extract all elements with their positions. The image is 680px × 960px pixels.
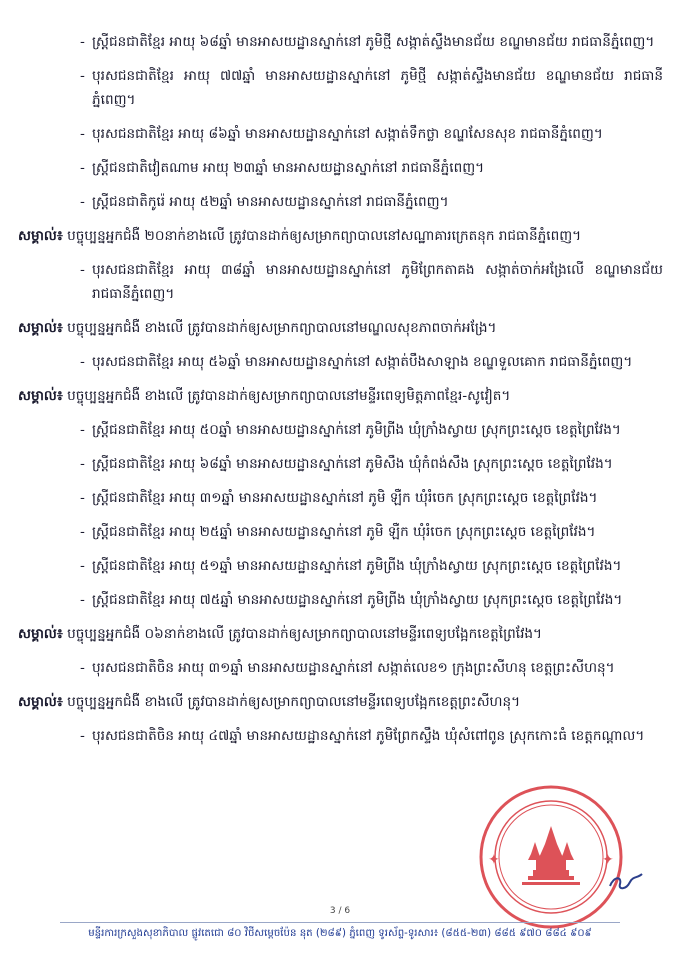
case-text: ស្ត្រីជនជាតិខ្មែរ អាយុ ៥០ឆ្នាំ មានអាសយដ្ឋានស្នាក់នៅ ភូមិព្រីង ឃុំក្រាំងស្វាយ ស្រុកព្រះស្ដេច ខេត្តព្រៃវែង។ xyxy=(92,422,621,438)
remark-label: សម្គាល់៖ xyxy=(18,228,63,244)
svg-text:✦: ✦ xyxy=(602,852,614,868)
case-text: ស្ត្រីជនជាតិខ្មែរ អាយុ ៣១ឆ្នាំ មានអាសយដ្ឋានស្នាក់នៅ ភូមិ ឡឺក ឃុំរំចេក ស្រុកព្រះស្ដេច ខេត្តព្រៃវែង។ xyxy=(92,490,598,506)
bullet-dash: - xyxy=(80,422,85,438)
case-text: ស្ត្រីជនជាតិកូរ៉េ អាយុ ៥២ឆ្នាំ មានអាសយដ្ឋានស្នាក់នៅ រាជធានីភ្នំពេញ។ xyxy=(92,194,449,210)
bullet-dash: - xyxy=(80,524,85,540)
remark-text: បច្ចុប្បន្នអ្នកជំងឺ ខាងលើ ត្រូវបានដាក់ឲ្យសម្រាកព្យាបាលនៅមន្ទីរពេទ្យមិត្តភាពខ្មែរ-សូវៀត។ xyxy=(62,388,511,404)
remark-text: បច្ចុប្បន្នអ្នកជំងឺ ២០នាក់ខាងលើ ត្រូវបានដាក់ឲ្យសម្រាកព្យាបាលនៅសណ្ឋាគារក្រេតនុក រាជធានីភ្នំពេញ។ xyxy=(62,228,582,244)
remark-label: សម្គាល់៖ xyxy=(18,320,63,336)
case-text: ស្ត្រីជនជាតិខ្មែរ អាយុ ៧៥ឆ្នាំ មានអាសយដ្ឋានស្នាក់នៅ ភូមិព្រីង ឃុំក្រាំងស្វាយ ស្រុកព្រះស្ដេច ខេត្តព្រៃវែង។ xyxy=(92,592,623,608)
remark-label: សម្គាល់៖ xyxy=(18,388,63,404)
bullet-dash: - xyxy=(80,160,85,176)
case-text: ស្ត្រីជនជាតិខ្មែរ អាយុ ២៥ឆ្នាំ មានអាសយដ្ឋានស្នាក់នៅ ភូមិ ឡឺក ឃុំរំចេក ស្រុកព្រះស្ដេច ខេត្តព្រៃវែង។ xyxy=(92,524,596,540)
bullet-dash: - xyxy=(80,194,85,210)
case-text: ស្ត្រីជនជាតិខ្មែរ អាយុ ៦៨ឆ្នាំ មានអាសយដ្ឋានស្នាក់នៅ ភូមិសឹង ឃុំកំពង់សឹង ស្រុកព្រះស្ដេច ខេត្តព្រៃវែង។ xyxy=(92,456,613,472)
remark-label: សម្គាល់៖ xyxy=(18,694,63,710)
case-list-item xyxy=(18,190,663,214)
case-list-item xyxy=(18,122,663,146)
page-number: 3 / 6 xyxy=(329,906,351,916)
remark-paragraph xyxy=(18,622,663,646)
footer-divider xyxy=(60,922,620,923)
case-text: បុរសជនជាតិខ្មែរ អាយុ ៥៦ឆ្នាំ មានអាសយដ្ឋានស្នាក់នៅ សង្កាត់បឹងសាឡាង ខណ្ឌទួលគោក រាជធានីភ្នំពេញ។ xyxy=(92,354,633,370)
svg-text:✦: ✦ xyxy=(488,852,500,868)
case-text: បុរសជនជាតិខ្មែរ អាយុ ៨៦ឆ្នាំ មានអាសយដ្ឋានស្នាក់នៅ សង្កាត់ទឹកថ្លា ខណ្ឌសែនសុខ រាជធានីភ្នំពេញ។ xyxy=(92,126,603,142)
case-list-item xyxy=(18,588,663,612)
remark-text: បច្ចុប្បន្នអ្នកជំងឺ ០៦នាក់ខាងលើ ត្រូវបានដាក់ឲ្យសម្រាកព្យាបាលនៅមន្ទីរពេទ្យបង្អែកខេត្តព្រៃវែង។ xyxy=(62,626,542,642)
case-list-item xyxy=(18,30,663,54)
bullet-dash: - xyxy=(80,262,85,278)
document-body xyxy=(18,30,663,758)
case-list-item xyxy=(18,258,663,306)
remark-text: បច្ចុប្បន្នអ្នកជំងឺ ខាងលើ ត្រូវបានដាក់ឲ្យសម្រាកព្យាបាលនៅមន្ទីរពេទ្យបង្អែកខេត្តព្រះសីហនុ។ xyxy=(62,694,521,710)
bullet-dash: - xyxy=(80,728,85,744)
bullet-dash: - xyxy=(80,456,85,472)
case-list-item xyxy=(18,350,663,374)
case-text: ស្ត្រីជនជាតិខ្មែរ អាយុ ៦៨ឆ្នាំ មានអាសយដ្ឋានស្នាក់នៅ ភូមិថ្មី សង្កាត់ស្ទឹងមានជ័យ ខណ្ឌមានជ័យ រាជធានីភ្នំពេញ។ xyxy=(92,34,655,50)
case-text: ស្ត្រីជនជាតិវៀតណាម អាយុ ២៣ឆ្នាំ មានអាសយដ្ឋានស្នាក់នៅ រាជធានីភ្នំពេញ។ xyxy=(92,160,485,176)
signature-mark xyxy=(606,870,646,894)
case-list-item xyxy=(18,520,663,544)
case-text: បុរសជនជាតិខ្មែរ អាយុ ៣៨ឆ្នាំ មានអាសយដ្ឋានស្នាក់នៅ ភូមិព្រែកតាគង សង្កាត់ចាក់អង្រែលើ ខណ្ឌមានជ័យ រាជធានីភ្នំពេញ។ xyxy=(92,262,663,302)
footer-address: មន្ទីរការក្រសួងសុខាភិបាល ផ្លូវតេជោ ៨០ វិថីសម្ដេចប៉ែន នុត (២៨៩) ភ្នំពេញ ទូរស័ព្ទ-ទូរសារ៖ (៨៥៥-២៣) ៨៨៥ ៩៧០ ៨៨៤ ៩០៩ xyxy=(88,928,592,939)
case-text: បុរសជនជាតិខ្មែរ អាយុ ៧៧ឆ្នាំ មានអាសយដ្ឋានស្នាក់នៅ ភូមិថ្មី សង្កាត់ស្ទឹងមានជ័យ ខណ្ឌមានជ័យ រាជធានីភ្នំពេញ។ xyxy=(92,68,663,108)
case-text: បុរសជនជាតិចិន អាយុ ៣១ឆ្នាំ មានអាសយដ្ឋានស្នាក់នៅ សង្កាត់លេខ១ ក្រុងព្រះសីហនុ ខេត្តព្រះសីហនុ។ xyxy=(92,660,615,676)
bullet-dash: - xyxy=(80,558,85,574)
bullet-dash: - xyxy=(80,354,85,370)
case-list-item xyxy=(18,724,663,748)
remark-label: សម្គាល់៖ xyxy=(18,626,63,642)
remark-paragraph xyxy=(18,224,663,248)
remark-paragraph xyxy=(18,690,663,714)
case-list-item xyxy=(18,418,663,442)
bullet-dash: - xyxy=(80,490,85,506)
bullet-dash: - xyxy=(80,592,85,608)
bullet-dash: - xyxy=(80,660,85,676)
bullet-dash: - xyxy=(80,34,85,50)
case-list-item xyxy=(18,452,663,476)
remark-paragraph xyxy=(18,316,663,340)
case-list-item xyxy=(18,64,663,112)
case-list-item xyxy=(18,656,663,680)
case-list-item xyxy=(18,156,663,180)
case-text: បុរសជនជាតិចិន អាយុ ៤៧ឆ្នាំ មានអាសយដ្ឋានស្នាក់នៅ ភូមិព្រែកស្ទឹង ឃុំសំពៅពូន ស្រុកកោះធំ ខេត្តកណ្ដាល។ xyxy=(92,728,645,744)
case-list-item xyxy=(18,486,663,510)
bullet-dash: - xyxy=(80,68,85,84)
case-text: ស្ត្រីជនជាតិខ្មែរ អាយុ ៥១ឆ្នាំ មានអាសយដ្ឋានស្នាក់នៅ ភូមិព្រីង ឃុំក្រាំងស្វាយ ស្រុកព្រះស្ដេច ខេត្តព្រៃវែង។ xyxy=(92,558,622,574)
bullet-dash: - xyxy=(80,126,85,142)
remark-paragraph xyxy=(18,384,663,408)
remark-text: បច្ចុប្បន្នអ្នកជំងឺ ខាងលើ ត្រូវបានដាក់ឲ្យសម្រាកព្យាបាលនៅមណ្ឌលសុខភាពចាក់អង្រែ។ xyxy=(62,320,497,336)
case-list-item xyxy=(18,554,663,578)
